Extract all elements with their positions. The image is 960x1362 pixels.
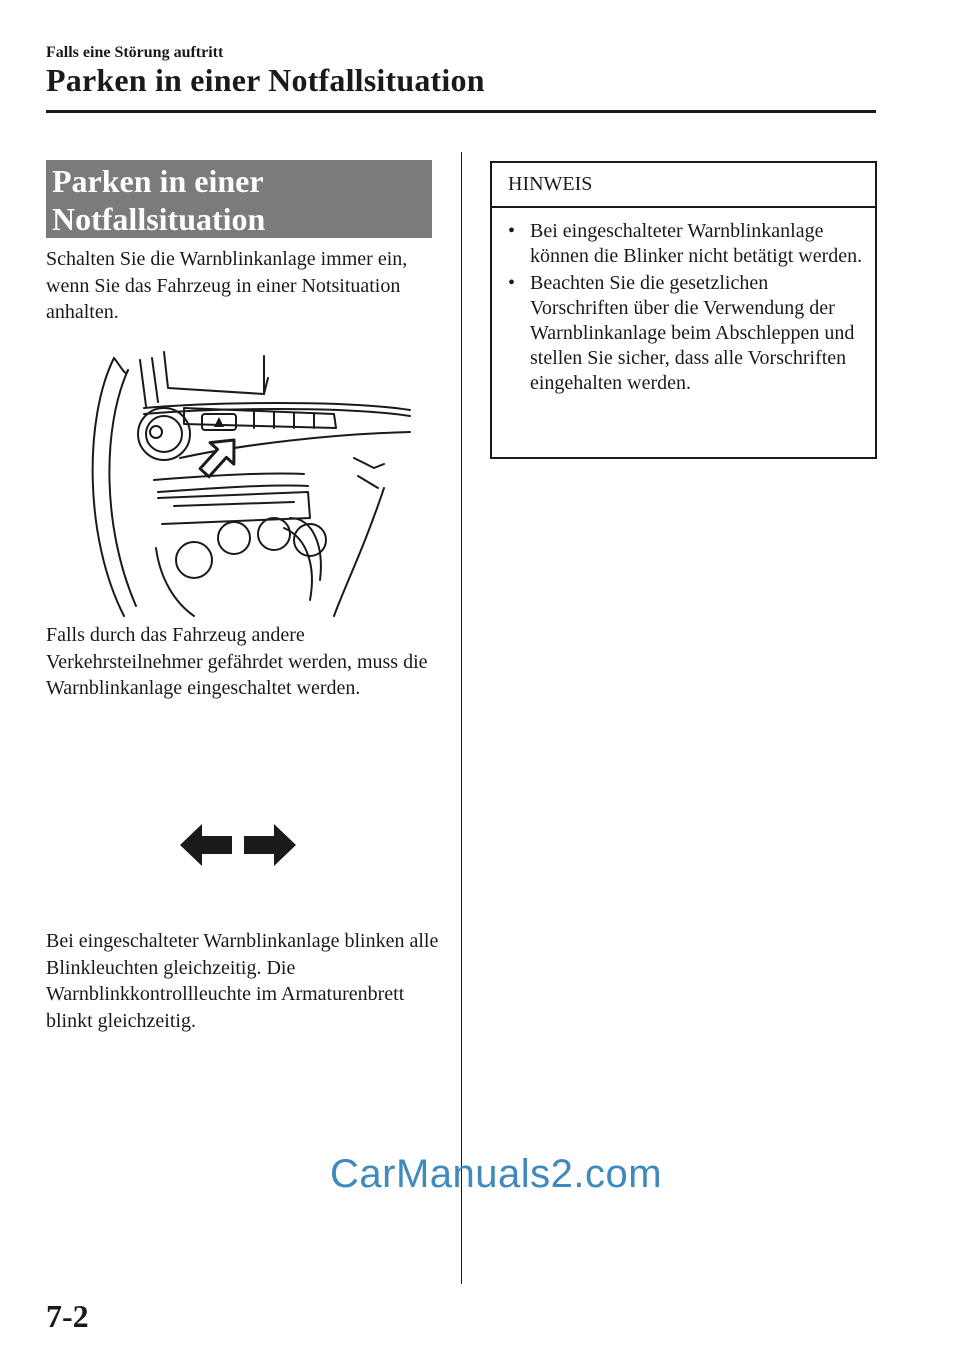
bullet-icon: • <box>508 272 516 294</box>
note-box <box>490 161 877 459</box>
watermark: CarManuals2.com <box>330 1152 663 1196</box>
section-heading-line1: Parken in einer <box>52 163 264 199</box>
page-number: 7-2 <box>46 1298 89 1334</box>
left-arrow-icon <box>180 824 232 866</box>
section-heading <box>46 160 432 238</box>
note-item <box>508 271 870 396</box>
header-rule <box>46 110 876 113</box>
note-list <box>508 219 870 398</box>
paragraph-blinking: Bei eingeschalteter Warnblinkanlage blinken alle Blinkleuchten gleichzeitig. Die Warnblinkkontrollleuchte im Armaturenbrett blinkt gleichzeitig. <box>46 930 439 1032</box>
note-item-text: Bei eingeschalteter Warnblinkanlage können die Blinker nicht betätigt werden. <box>530 220 863 267</box>
hazard-arrows-icon <box>180 824 296 866</box>
column-divider <box>461 152 462 1284</box>
dashboard-hazard-illustration <box>84 348 412 620</box>
note-title: HINWEIS <box>508 173 593 195</box>
paragraph-intro: Schalten Sie die Warnblinkanlage immer ein, wenn Sie das Fahrzeug in einer Notsituation anhalten. <box>46 248 408 323</box>
note-separator <box>492 206 875 208</box>
paragraph-danger: Falls durch das Fahrzeug andere Verkehrsteilnehmer gefährdet werden, muss die Warnblinkanlage eingeschaltet werden. <box>46 624 428 699</box>
note-item-text: Beachten Sie die gesetzlichen Vorschriften über die Verwendung der Warnblinkanlage beim Abschleppen und stellen Sie sicher, dass alle Vorschriften eingehalten werden. <box>530 272 855 394</box>
page-title: Parken in einer Notfallsituation <box>46 62 485 98</box>
bullet-icon: • <box>508 220 516 242</box>
right-arrow-icon <box>244 824 296 866</box>
note-item <box>508 219 870 269</box>
section-label: Falls eine Störung auftritt <box>46 44 224 61</box>
section-heading-line2: Notfallsituation <box>52 201 266 237</box>
